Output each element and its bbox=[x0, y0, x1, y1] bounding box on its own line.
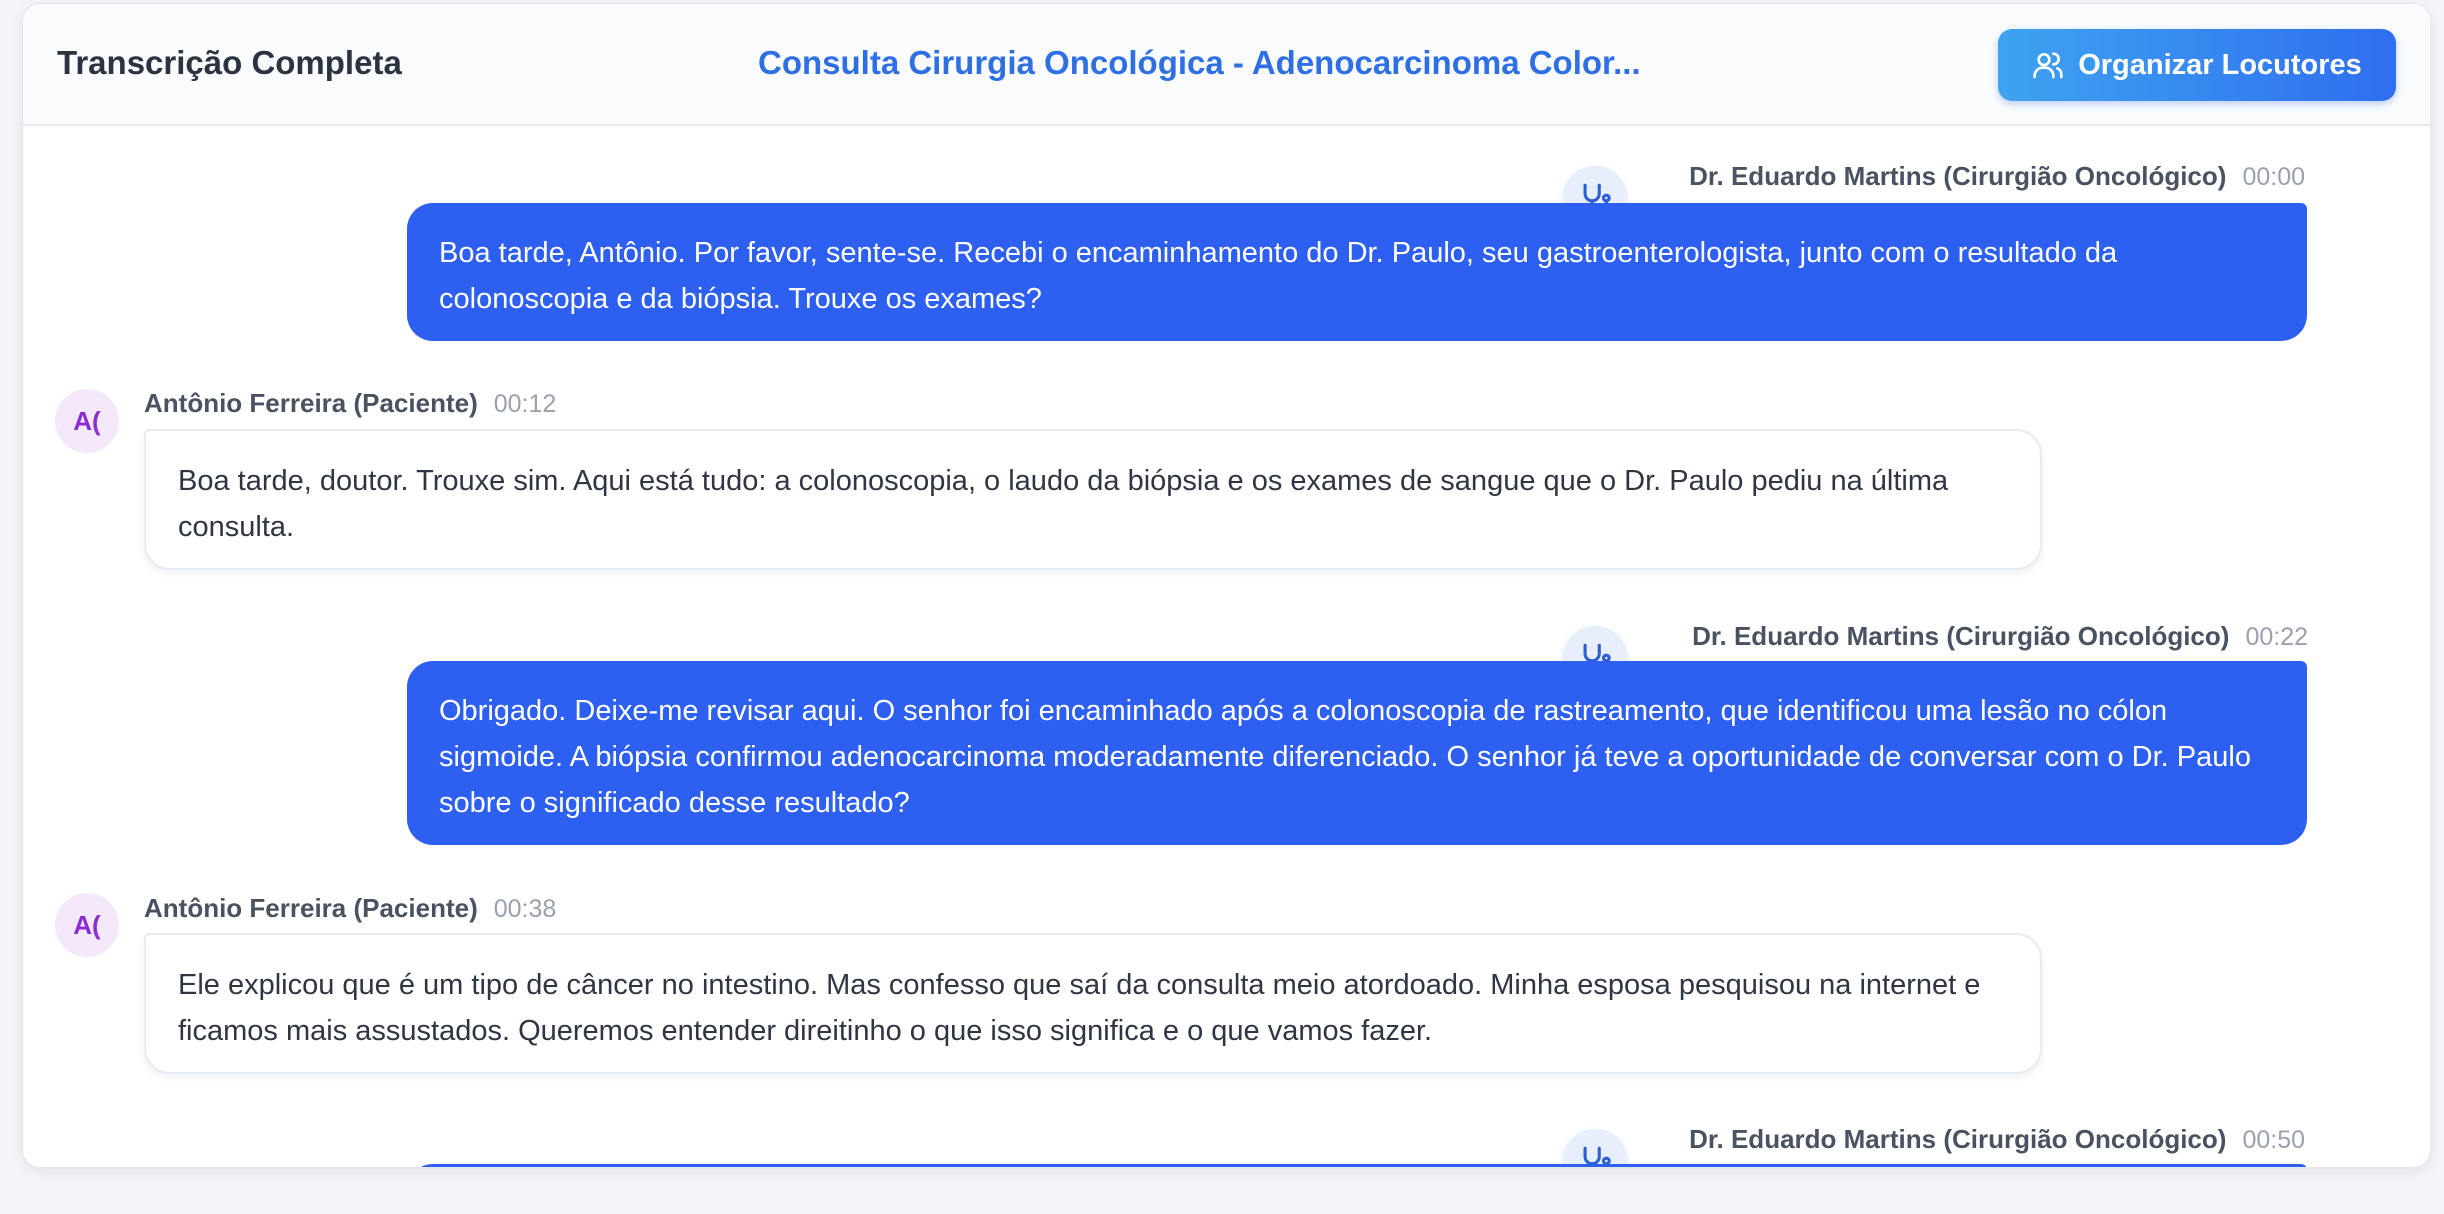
speaker-name: Antônio Ferreira (Paciente) bbox=[144, 893, 478, 923]
message-time: 00:12 bbox=[493, 390, 557, 418]
speaker-name: Dr. Eduardo Martins (Cirurgião Oncológico) bbox=[1689, 161, 2227, 191]
users-icon bbox=[2032, 49, 2064, 81]
message-meta bbox=[1689, 1124, 2305, 1155]
message-bubble: Boa tarde, Antônio. Por favor, sente-se. Recebi o encaminhamento do Dr. Paulo, seu gastroenterologista, junto com o resultado da colonoscopia e da biópsia. Trouxe os exames? bbox=[407, 203, 2307, 341]
transcript-panel bbox=[22, 3, 2431, 1168]
organize-speakers-button[interactable] bbox=[1998, 29, 2396, 101]
transcript-header bbox=[23, 4, 2430, 126]
message-meta bbox=[144, 893, 556, 924]
message-time: 00:50 bbox=[2242, 1126, 2305, 1154]
patient-avatar bbox=[55, 893, 119, 957]
message-bubble: Obrigado. Deixe-me revisar aqui. O senhor foi encaminhado após a colonoscopia de rastreamento, que identificou uma lesão no cólon sigmoide. A biópsia confirmou adenocarcinoma moderadamente diferenciado. O senhor já teve a oportunidade de conversar com o Dr. Paulo sobre o significado desse resultado? bbox=[407, 661, 2307, 845]
doctor-avatar bbox=[1563, 1129, 1627, 1168]
message-time: 00:22 bbox=[2245, 623, 2308, 651]
message-bubble bbox=[407, 1164, 2307, 1168]
message-time: 00:38 bbox=[493, 895, 557, 923]
message-meta bbox=[1689, 161, 2305, 192]
speaker-name: Antônio Ferreira (Paciente) bbox=[144, 388, 478, 418]
patient-avatar bbox=[55, 389, 119, 453]
patient-initials: A( bbox=[73, 909, 101, 940]
message-bubble: Boa tarde, doutor. Trouxe sim. Aqui está tudo: a colonoscopia, o laudo da biópsia e os exames de sangue que o Dr. Paulo pediu na última consulta. bbox=[144, 429, 2042, 570]
speaker-name: Dr. Eduardo Martins (Cirurgião Oncológico) bbox=[1692, 621, 2230, 651]
message-meta bbox=[1692, 621, 2308, 652]
page-title: Transcrição Completa bbox=[57, 44, 402, 81]
consultation-title: Consulta Cirurgia Oncológica - Adenocarcinoma Color... bbox=[758, 44, 1641, 81]
speaker-name: Dr. Eduardo Martins (Cirurgião Oncológico) bbox=[1689, 1124, 2227, 1154]
organize-speakers-label: Organizar Locutores bbox=[2078, 48, 2362, 81]
message-list[interactable] bbox=[23, 126, 2430, 1168]
message-time: 00:00 bbox=[2242, 163, 2305, 191]
message-meta bbox=[144, 388, 556, 419]
message-bubble: Ele explicou que é um tipo de câncer no intestino. Mas confesso que saí da consulta meio atordoado. Minha esposa pesquisou na internet e ficamos mais assustados. Queremos entender direitinho o que isso significa e o que vamos fazer. bbox=[144, 933, 2042, 1074]
patient-initials: A( bbox=[73, 405, 101, 436]
